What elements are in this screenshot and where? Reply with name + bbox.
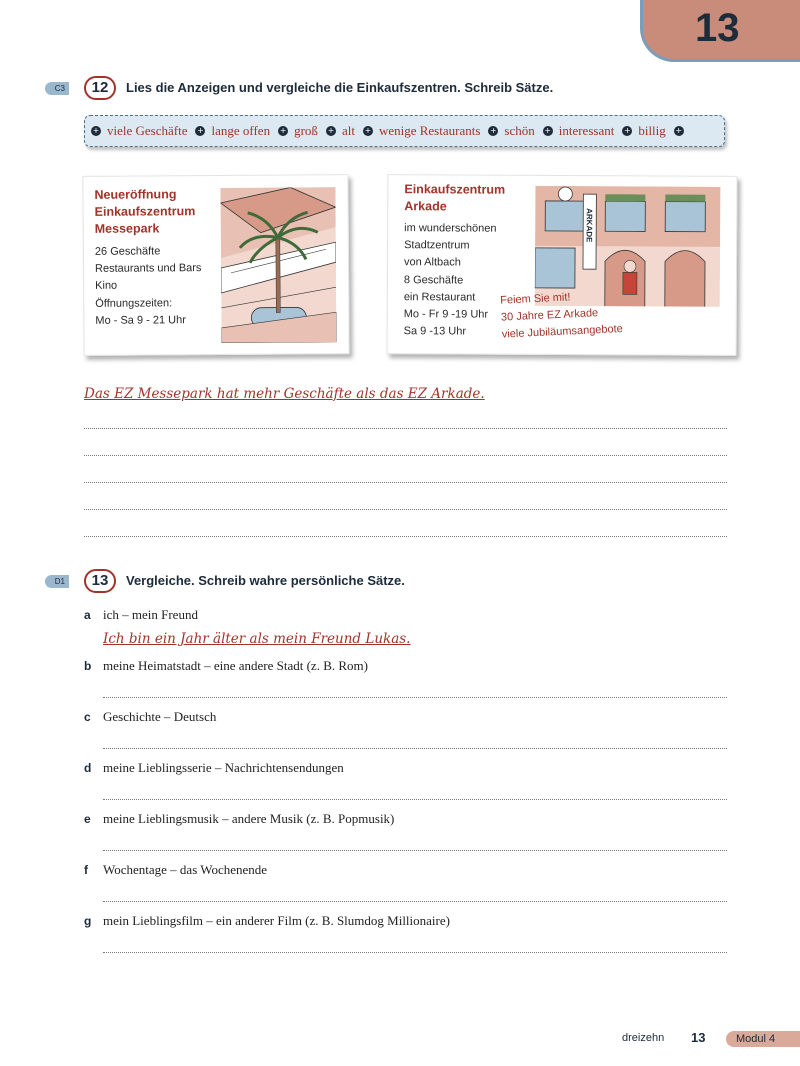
- item-letter: c: [84, 710, 91, 724]
- word-chip: schön: [504, 123, 535, 138]
- ad-arkade-title-line: Arkade: [404, 199, 447, 214]
- footer-module-tab: Modul 4: [726, 1031, 800, 1047]
- bullet-icon: +: [364, 126, 372, 135]
- bullet-icon: +: [279, 126, 287, 135]
- ad-arkade-line: 8 Geschäfte: [403, 273, 464, 287]
- answer-line[interactable]: [84, 536, 727, 537]
- ad-messepark-line: 26 Geschäfte: [94, 245, 161, 258]
- bullet-icon: +: [197, 126, 204, 135]
- example-answer-13a: Ich bin ein Jahr älter als mein Freund Lukas.: [103, 631, 411, 647]
- item-prompt: meine Lieblingsserie – Nachrichtensendungen: [103, 760, 344, 775]
- promo-line: 30 Jahre EZ Arkade: [500, 307, 599, 324]
- answer-line[interactable]: [84, 482, 727, 483]
- ad-messepark-line: Mo - Sa 9 - 21 Uhr: [95, 314, 186, 327]
- bullet-icon: +: [623, 126, 631, 135]
- answer-line[interactable]: [84, 428, 727, 429]
- ad-arkade-line: im wunderschönen: [404, 222, 497, 235]
- ad-messepark-title-line: Neueröffnung: [94, 187, 177, 202]
- ad-arkade-line: Stadtzentrum: [404, 239, 470, 252]
- ad-messepark: [82, 174, 349, 356]
- ad-messepark-line: Kino: [95, 280, 118, 293]
- ad-messepark-line: Öffnungszeiten:: [95, 296, 173, 310]
- exercise-13-instruction: Vergleiche. Schreib wahre persönliche Sätze.: [126, 573, 405, 588]
- answer-line[interactable]: [84, 509, 727, 510]
- ad-messepark-line: Restaurants und Bars: [94, 262, 202, 276]
- answer-line[interactable]: [103, 850, 727, 851]
- bullet-icon: +: [675, 126, 683, 135]
- item-prompt: meine Heimatstadt – eine andere Stadt (z. B. Rom): [103, 658, 368, 673]
- bullet-icon: +: [327, 126, 335, 135]
- word-chip: groß: [294, 123, 318, 138]
- ad-arkade-line: von Altbach: [403, 256, 461, 269]
- exercise-number-13: 13: [84, 569, 116, 593]
- answer-line[interactable]: [103, 748, 727, 749]
- page-number: 13: [695, 6, 740, 50]
- bullet-icon: +: [490, 126, 497, 135]
- word-chip: lange offen: [211, 123, 271, 138]
- item-prompt: Wochentage – das Wochenende: [103, 862, 268, 877]
- ad-messepark-title-line: Einkaufszentrum: [94, 204, 196, 219]
- reference-tag-c3: C3: [45, 82, 69, 95]
- word-chip: alt: [341, 123, 355, 138]
- exercise-12-instruction: Lies die Anzeigen und vergleiche die Einkaufszentren. Schreib Sätze.: [126, 80, 554, 95]
- ad-arkade-line: Sa 9 -13 Uhr: [403, 325, 467, 338]
- answer-line[interactable]: [103, 799, 727, 800]
- ad-messepark-title-line: Messepark: [94, 221, 160, 236]
- item-prompt: ich – mein Freund: [103, 607, 198, 622]
- answer-line[interactable]: [103, 901, 727, 902]
- ad-arkade-line: ein Restaurant: [403, 290, 476, 304]
- page-number-tab: [640, 0, 800, 62]
- word-box: [84, 115, 725, 147]
- ad-arkade-title-line: Einkaufszentrum: [404, 182, 506, 197]
- bullet-icon: +: [92, 126, 100, 135]
- word-chip: viele Geschäfte: [107, 123, 188, 138]
- answer-line[interactable]: [103, 952, 727, 953]
- reference-tag-d1: D1: [45, 575, 69, 588]
- footer-page-word: dreizehn: [622, 1032, 665, 1044]
- item-prompt: Geschichte – Deutsch: [103, 709, 217, 724]
- answer-line[interactable]: [103, 697, 727, 698]
- footer-page-number: 13: [691, 1030, 706, 1045]
- mall-interior-illustration: [220, 187, 336, 343]
- item-prompt: mein Lieblingsfilm – ein anderer Film (z. B. Slumdog Millionaire): [103, 913, 450, 928]
- item-letter: b: [84, 659, 92, 673]
- answer-line[interactable]: [84, 455, 727, 456]
- word-chip: interessant: [558, 123, 615, 138]
- promo-line: Feiem Sie mit!: [499, 291, 571, 307]
- item-letter: g: [84, 914, 92, 928]
- promo-line: viele Jubiläumsangebote: [501, 322, 624, 341]
- word-chip: wenige Restaurants: [378, 123, 481, 138]
- bullet-icon: +: [544, 126, 552, 135]
- item-letter: d: [84, 761, 92, 775]
- exercise-number-12: 12: [84, 76, 116, 100]
- example-sentence-12: Das EZ Messepark hat mehr Geschäfte als das EZ Arkade.: [84, 386, 485, 402]
- arkade-sign-text: ARKADE: [584, 208, 594, 243]
- item-letter: a: [84, 608, 91, 622]
- item-prompt: meine Lieblingsmusik – andere Musik (z. B. Popmusik): [103, 811, 395, 826]
- ad-arkade: [387, 174, 738, 356]
- ad-arkade-line: Mo - Fr 9 -19 Uhr: [403, 308, 489, 321]
- word-chip: billig: [638, 123, 666, 138]
- item-letter: e: [84, 812, 91, 826]
- item-letter: f: [84, 863, 88, 877]
